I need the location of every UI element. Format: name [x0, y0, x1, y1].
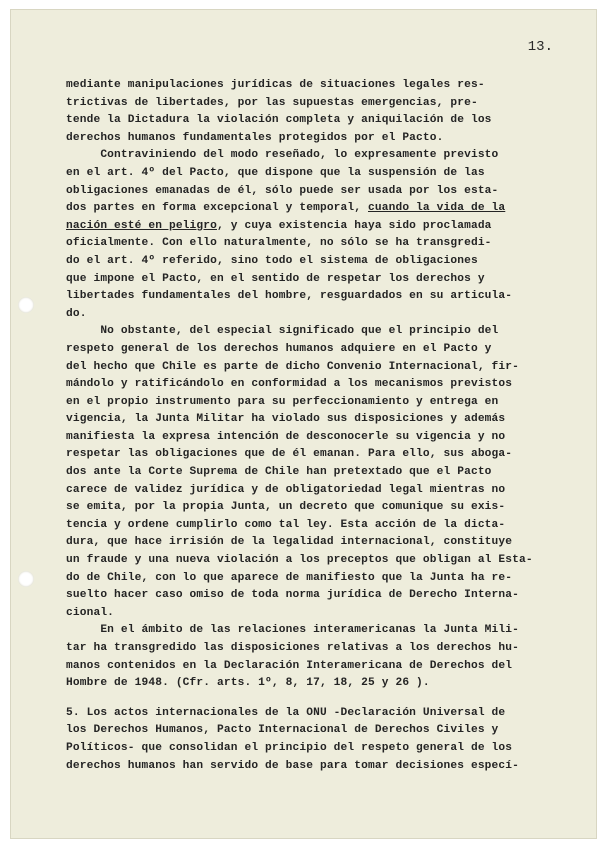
- text-line: mediante manipulaciones jurídicas de situaciones legales res-: [66, 79, 485, 91]
- punch-hole: [18, 297, 34, 313]
- text-line: Contraviniendo del modo reseñado, lo expresamente previsto: [66, 149, 499, 162]
- text-line: En el ámbito de las relaciones interamericanas la Junta Mili-: [66, 624, 519, 637]
- text-line: se emita, por la propia Junta, un decreto que comunique su exis-: [66, 501, 506, 514]
- text-line: oficialmente. Con ello naturalmente, no sólo se ha transgredi-: [66, 237, 492, 250]
- text-line: en el art. 4º del Pacto, que dispone que la suspensión de las: [66, 166, 485, 179]
- text-line: un fraude y una nueva violación a los preceptos que obligan al Esta-: [66, 554, 533, 567]
- text-line: manifiesta la expresa intención de desconocerle su vigencia y no: [66, 430, 506, 443]
- text-line: 5. Los actos internacionales de la ONU -Declaración Universal de: [66, 706, 506, 719]
- text-line: en el propio instrumento para su perfeccionamiento y entrega en: [66, 395, 499, 408]
- text-line: [66, 200, 566, 218]
- punch-hole: [18, 571, 34, 587]
- text-line: manos contenidos en la Declaración Interamericana de Derechos del: [66, 659, 513, 672]
- paragraph-gap: [66, 693, 566, 705]
- text-line: del hecho que Chile es parte de dicho Convenio Internacional, fir-: [66, 360, 519, 373]
- text-segment: dos partes en forma excepcional y temporal,: [66, 202, 368, 215]
- text-line: dura, que hace irrisión de la legalidad internacional, constituye: [66, 536, 513, 549]
- text-line: los Derechos Humanos, Pacto Internacional de Derechos Civiles y: [66, 724, 499, 737]
- text-line: Políticos- que consolidan el principio del respeto general de los: [66, 741, 513, 754]
- text-line: suelto hacer caso omiso de toda norma jurídica de Derecho Interna-: [66, 589, 519, 602]
- text-line: dos ante la Corte Suprema de Chile han pretextado que el Pacto: [66, 466, 492, 479]
- text-line: mándolo y ratificándolo en conformidad a los mecanismos previstos: [66, 378, 513, 391]
- text-line: do el art. 4º referido, sino todo el sistema de obligaciones: [66, 254, 478, 267]
- text-line: obligaciones emanadas de él, sólo puede ser usada por los esta-: [66, 184, 499, 197]
- document-page: [10, 9, 597, 839]
- text-line: No obstante, del especial significado que el principio del: [66, 325, 499, 338]
- text-segment: , y cuya existencia haya sido proclamada: [217, 219, 492, 232]
- text-line: tende la Dictadura la violación completa y aniquilación de los: [66, 114, 492, 127]
- text-line: derechos humanos fundamentales protegidos por el Pacto.: [66, 131, 444, 144]
- underlined-text: cuando la vida de la: [368, 202, 506, 215]
- text-line: respetar las obligaciones que de él emanan. Para ello, sus aboga-: [66, 448, 513, 461]
- text-line: [66, 218, 566, 236]
- text-line: carece de validez jurídica y de obligatoriedad legal mientras no: [66, 483, 506, 496]
- text-line: do.: [66, 307, 87, 320]
- underlined-text: nación esté en peligro: [66, 219, 217, 232]
- text-line: derechos humanos han servido de base para tomar decisiones especí-: [66, 759, 519, 772]
- text-line: trictivas de libertades, por las supuestas emergencias, pre-: [66, 96, 478, 109]
- text-line: vigencia, la Junta Militar ha violado sus disposiciones y además: [66, 413, 506, 426]
- text-line: libertades fundamentales del hombre, resguardados en su articula-: [66, 290, 513, 303]
- body-text: [66, 77, 566, 775]
- text-line: que impone el Pacto, en el sentido de respetar los derechos y: [66, 272, 485, 285]
- text-line: Hombre de 1948. (Cfr. arts. 1º, 8, 17, 18, 25 y 26 ).: [66, 677, 430, 690]
- text-line: tar ha transgredido las disposiciones relativas a los derechos hu-: [66, 642, 519, 654]
- text-line: respeto general de los derechos humanos adquiere en el Pacto y: [66, 342, 492, 355]
- page-number: 13.: [527, 39, 553, 55]
- text-line: tencia y ordene cumplirlo como tal ley. Esta acción de la dicta-: [66, 518, 506, 531]
- text-line: do de Chile, con lo que aparece de manifiesto que la Junta ha re-: [66, 571, 513, 584]
- text-line: cional.: [66, 606, 115, 619]
